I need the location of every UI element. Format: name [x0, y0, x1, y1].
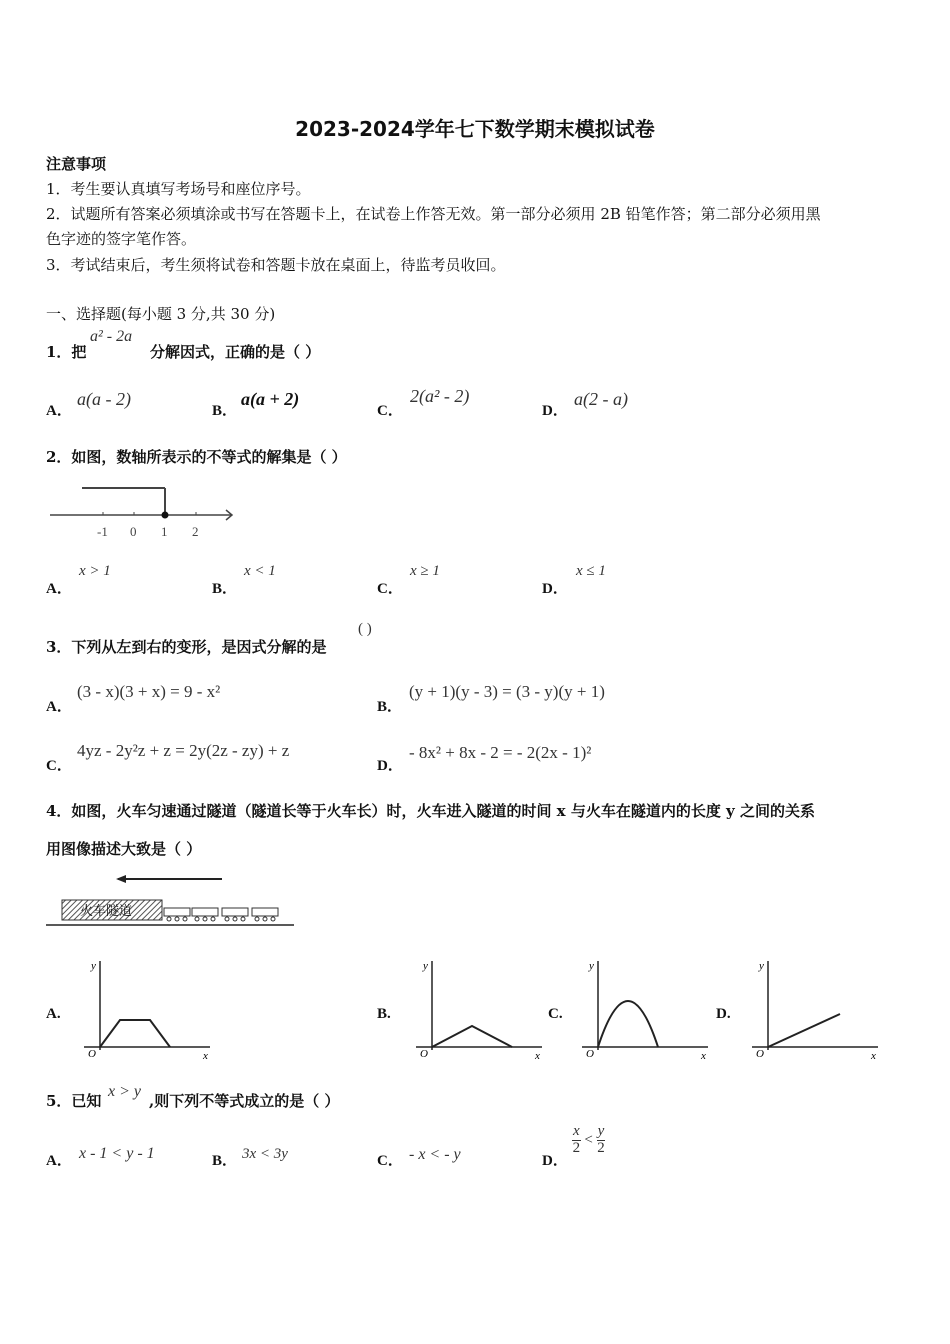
q2-stem: 2．如图，数轴所表示的不等式的解集是（ ） [46, 448, 347, 466]
tick-label: 0 [130, 524, 137, 539]
q5-option-c: - x < - y [409, 1146, 461, 1163]
q5-option-b: 3x < 3y [242, 1146, 288, 1162]
svg-text:O: O [88, 1048, 96, 1060]
q5-suffix: ,则下列不等式成立的是（ ） [149, 1092, 340, 1110]
q1-expression: a² - 2a [90, 328, 133, 345]
q1-option-d-label: D． [542, 403, 568, 419]
tick-label: 1 [161, 524, 168, 539]
q3-option-c: 4yz - 2y²z + z = 2y(2z - zy) + z [77, 741, 290, 760]
q3-option-d: - 8x² + 8x - 2 = - 2(2x - 1)² [409, 743, 592, 762]
section-heading: 一、选择题(每小题 3 分,共 30 分) [46, 305, 276, 323]
arrow-head [116, 875, 126, 883]
q5-option-b-label: B． [212, 1153, 238, 1169]
graph-curve [768, 1014, 840, 1047]
solid-endpoint [162, 512, 169, 519]
notice-item: 1．考生要认真填写考场号和座位序号。 [46, 180, 311, 198]
train-tunnel-figure [44, 870, 296, 932]
svg-text:y: y [91, 960, 96, 972]
q1-prefix: 1．把 [46, 343, 87, 361]
tunnel-label: 火车隧道 [80, 904, 133, 919]
q2-option-c: x ≥ 1 [410, 563, 440, 579]
q2-option-d: x ≤ 1 [576, 563, 606, 579]
graph-curve [432, 1026, 512, 1047]
q4-option-d-label: D. [716, 1006, 731, 1022]
q5-option-a-label: A． [46, 1153, 72, 1169]
train-cars [164, 908, 278, 921]
q2-option-b: x < 1 [244, 563, 276, 579]
q5-expression: x > y [108, 1083, 141, 1100]
q4-graph-c [578, 955, 718, 1065]
svg-text:x: x [701, 1050, 706, 1062]
svg-text:y: y [589, 960, 594, 972]
fraction-x-over-2: $\frac{x}{2}$ [572, 1123, 581, 1156]
q3-option-c-label: C． [46, 758, 72, 774]
q4-option-b-label: B. [377, 1006, 391, 1022]
q3-option-d-label: D． [377, 758, 403, 774]
svg-text:x: x [871, 1050, 876, 1062]
q1-suffix: 分解因式，正确的是（ ） [150, 343, 321, 361]
q1-option-c-label: C． [377, 403, 403, 419]
q4-graph-a [80, 955, 220, 1065]
q4-graph-b [412, 955, 552, 1065]
q1-option-a: a(a - 2) [77, 389, 131, 409]
q4-stem-line1: 4．如图，火车匀速通过隧道（隧道长等于火车长）时，火车进入隧道的时间 x 与火车在隧道内的长度 y 之间的关系 [46, 802, 815, 820]
svg-text:x: x [535, 1050, 540, 1062]
svg-text:x: x [203, 1050, 208, 1062]
q3-option-a: (3 - x)(3 + x) = 9 - x² [77, 682, 221, 701]
q4-option-c-label: C. [548, 1006, 563, 1022]
q2-option-d-label: D． [542, 581, 568, 597]
page-title: 2023-2024学年七下数学期末模拟试卷 [295, 117, 655, 141]
svg-text:O: O [420, 1048, 428, 1060]
q3-option-b: (y + 1)(y - 3) = (3 - y)(y + 1) [409, 682, 605, 701]
q3-option-b-label: B． [377, 699, 403, 715]
graph-curve [598, 1001, 658, 1047]
q1-option-b: a(a + 2) [241, 389, 300, 409]
q5-prefix: 5．已知 [46, 1092, 102, 1110]
q1-option-c: 2(a² - 2) [410, 386, 470, 406]
q3-stem: 3．下列从左到右的变形，是因式分解的是 [46, 638, 327, 656]
svg-text:O: O [756, 1048, 764, 1060]
q3-answer-paren: ( ) [358, 621, 372, 637]
q5-option-a: x - 1 < y - 1 [79, 1145, 155, 1162]
svg-text:O: O [586, 1048, 594, 1060]
tick-label: -1 [97, 524, 108, 539]
q2-option-c-label: C． [377, 581, 403, 597]
q3-option-a-label: A． [46, 699, 72, 715]
q1-option-b-label: B． [212, 403, 238, 419]
q5-option-c-label: C． [377, 1153, 403, 1169]
q1-option-d: a(2 - a) [574, 389, 628, 409]
q5-option-d: $\frac{x}{2}$ < $\frac{y}{2}$ [572, 1123, 605, 1156]
notice-heading: 注意事项 [46, 155, 107, 173]
graph-curve [100, 1020, 170, 1047]
svg-text:y: y [423, 960, 428, 972]
svg-text:y: y [759, 960, 764, 972]
notice-item: 2．试题所有答案必须填涂或书写在答题卡上，在试卷上作答无效。第一部分必须用 2B 铅笔作答；第二部分必须用黑 [46, 205, 821, 223]
fraction-y-over-2: $\frac{y}{2}$ [597, 1123, 605, 1156]
q2-option-a: x > 1 [79, 563, 111, 579]
q4-option-a-label: A. [46, 1006, 61, 1022]
number-line-figure [46, 478, 246, 546]
tick-label: 2 [192, 524, 199, 539]
q4-stem-line2: 用图像描述大致是（ ） [46, 840, 202, 858]
notice-item: 色字迹的签字笔作答。 [46, 230, 197, 248]
q2-option-a-label: A． [46, 581, 72, 597]
q5-option-d-label: D． [542, 1153, 568, 1169]
notice-item: 3．考试结束后，考生须将试卷和答题卡放在桌面上，待监考员收回。 [46, 256, 506, 274]
q1-option-a-label: A． [46, 403, 72, 419]
q4-graph-d [748, 955, 888, 1065]
q2-option-b-label: B． [212, 581, 238, 597]
